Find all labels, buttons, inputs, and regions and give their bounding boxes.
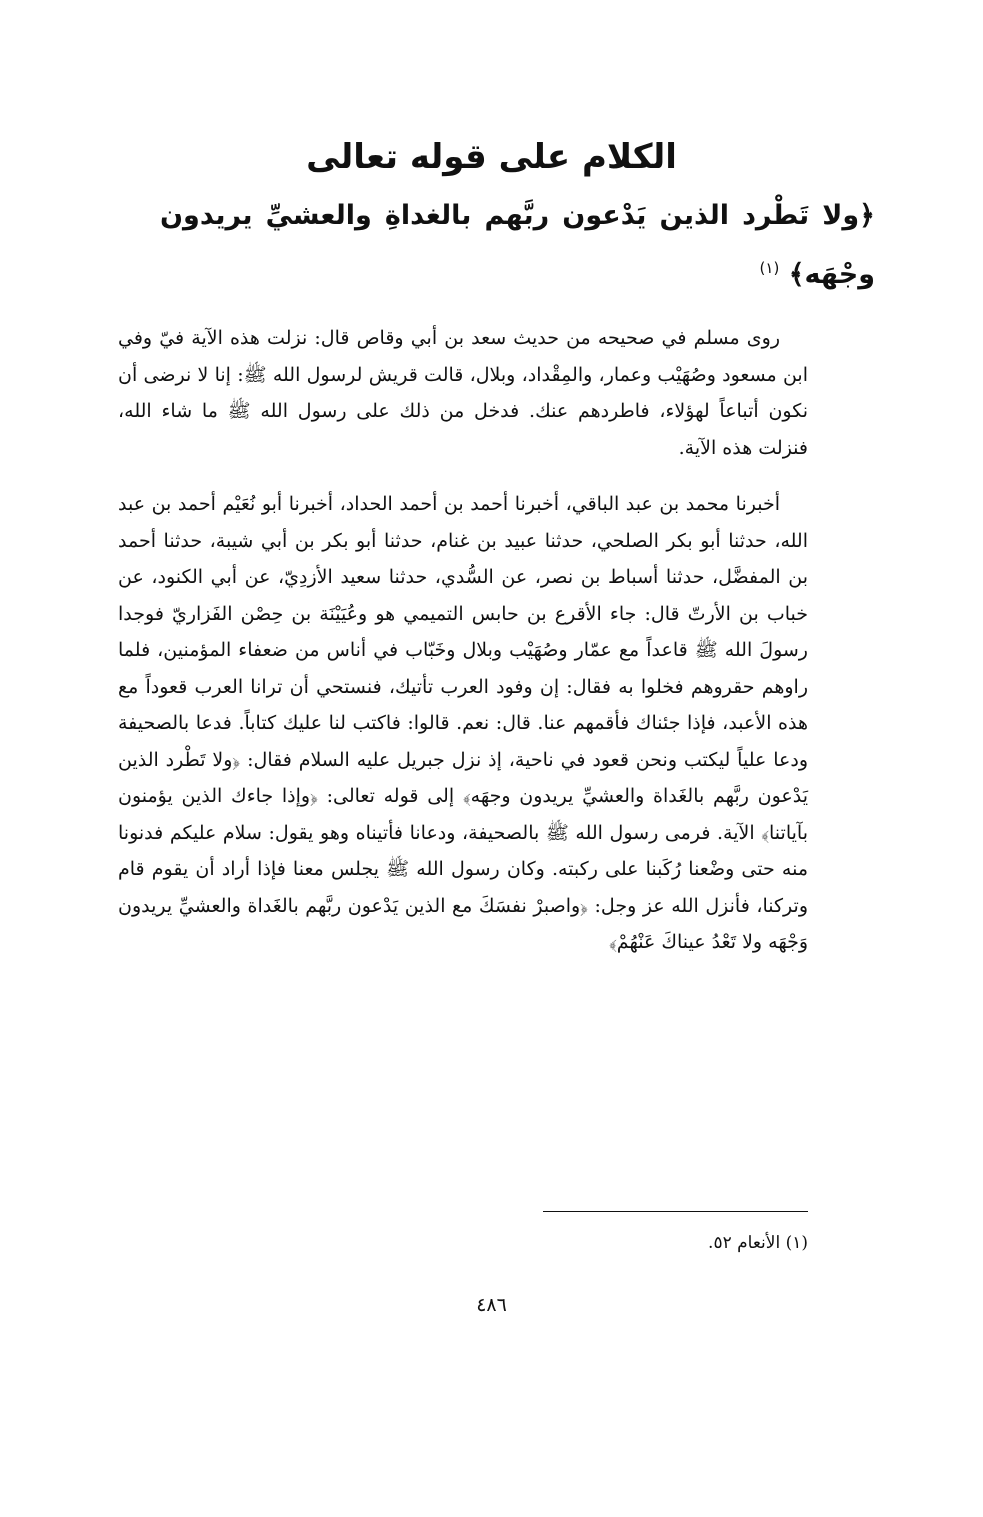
paragraph-2: أخبرنا محمد بن عبد الباقي، أخبرنا أحمد بن أحمد الحداد، أخبرنا أبو نُعَيْم أحمد بن عبد الله، حدثنا أبو بكر الصلحي، حدثنا عبيد بن غنام، حدثنا أبو بكر بن أبي شيبة، حدثنا أحمد بن المفضَّل، حدثنا أسباط بن نصر، عن السُّدي، حدثنا سعيد الأزدِيّ، عن أبي الكنود، عن خباب بن الأرتّ قال: جاء الأقرع بن حابس التميمي هو وعُيَيْنَة بن حِصْن الفَزاريّ فوجدا رسولَ الله ﷺ قاعداً مع عمّار وصُهَيْب وبلال وخَبّاب في أناس من ضعفاء المؤمنين، فلما راوهم حقروهم فخلوا به فقال: إن وفود العرب تأتيك، فنستحي أن ترانا العرب قعوداً مع هذه الأعبد، فإذا جئناك فأقمهم عنا. قال: نعم. قالوا: فاكتب لنا عليك كتاباً. فدعا بالصحيفة ودعا علياً ليكتب ونحن قعود في ناحية، إذ نزل جبريل عليه السلام فقال: ﴿ولا تَطْرد الذين يَدْعون ربَّهم بالغَداة والعشيِّ يريدون وجهَه﴾ إلى قوله تعالى: ﴿وإذا جاءك الذين يؤمنون بآياتنا﴾ الآية. فرمى رسول الله ﷺ بالصحيفة، ودعانا فأتيناه وهو يقول: سلام عليكم فدنونا منه حتى وضْعنا رُكَبنا على ركبته. وكان رسول الله ﷺ يجلس معنا فإذا أراد أن يقوم قام وتركنا، فأنزل الله عز وجل: ﴿واصبرْ نفسَكَ مع الذين يَدْعون ربَّهم بالغَداة والعشيِّ يريدون وَجْهَه ولا تَعْدُ عيناكَ عَنْهُمْ﴾ [118, 493, 808, 953]
chapter-verse-heading [160, 190, 875, 301]
footnote-marker: (١) [759, 259, 780, 277]
footnote: (١) الأنعام ٥٢. [708, 1233, 808, 1253]
footnote-divider [543, 1211, 808, 1212]
main-text [118, 320, 808, 961]
paragraph-1: روى مسلم في صحيحه من حديث سعد بن أبي وقاص قال: نزلت هذه الآية فيّ وفي ابن مسعود وصُهَيْب وعمار، والمِقْداد، وبلال، قالت قريش لرسول الله ﷺ: إنا لا نرضى أن نكون أتباعاً لهؤلاء، فاطردهم عنك. فدخل من ذلك على رسول الله ﷺ ما شاء الله، فنزلت هذه الآية. [118, 327, 808, 459]
verse-text: ﴿ولا تَطْرد الذين يَدْعون ربَّهم بالغداةِ والعشيِّ يريدون وجْهَه﴾ [160, 200, 875, 290]
page-number: ٤٨٦ [476, 1294, 507, 1316]
chapter-title: الكلام على قوله تعالى [306, 137, 677, 177]
